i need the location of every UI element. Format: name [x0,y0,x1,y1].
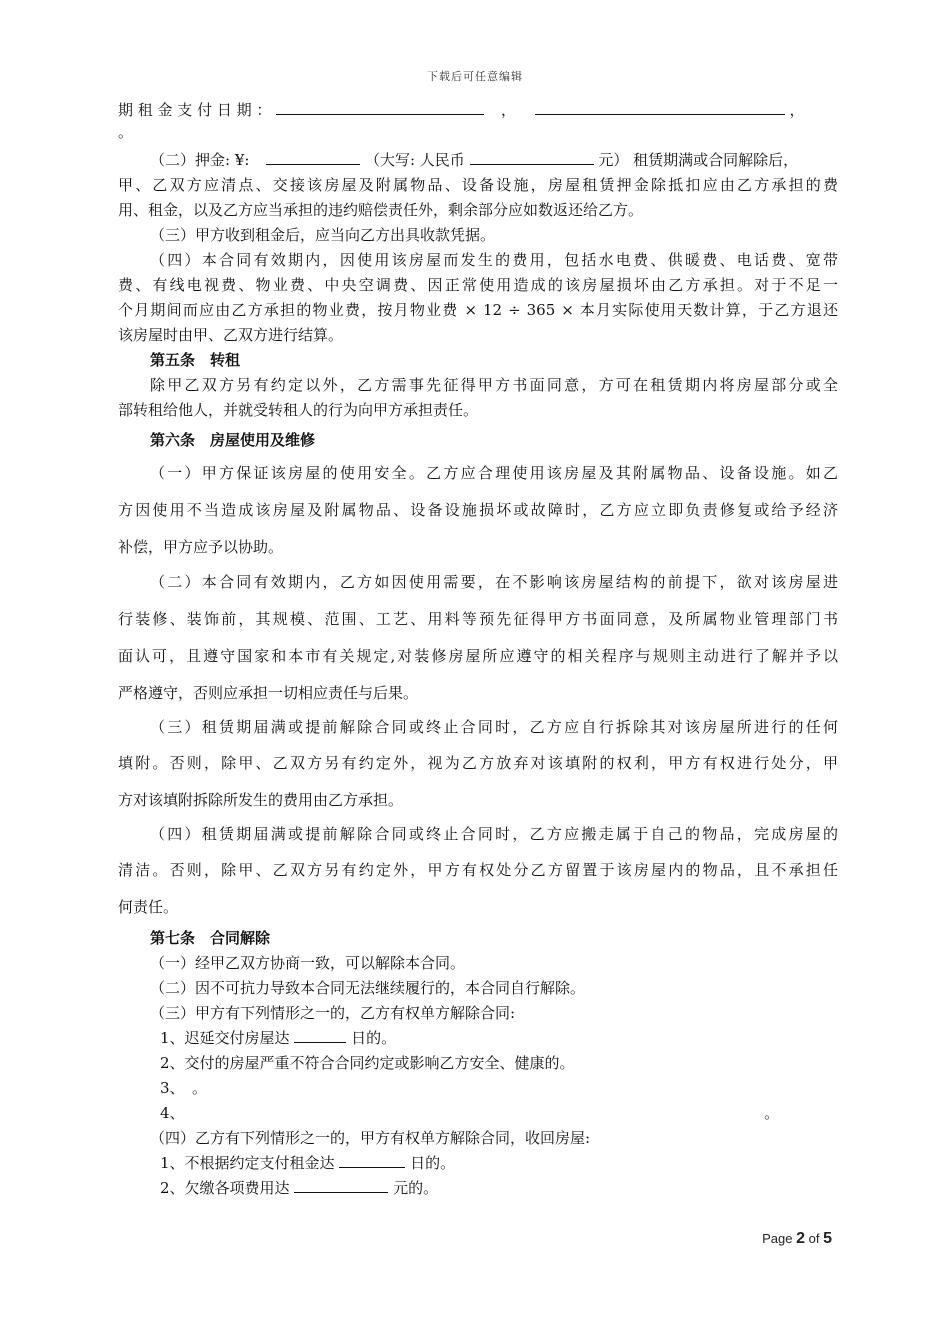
paragraph-line: 填附。否则，除甲、乙双方另有约定外，视为乙方放弃对该填附的权利，甲方有权进行处分，甲 [118,754,838,772]
list-item-label: 4、 [160,1104,185,1122]
paragraph-line: 除甲乙双方另有约定以外，乙方需事先征得甲方书面同意，方可在租赁期内将房屋部分或全 [150,376,838,394]
list-item-tail: 元的。 [393,1179,439,1197]
paragraph-line: 何责任。 [118,898,179,916]
paragraph-line: （四）本合同有效期内，因使用该房屋而发生的费用，包括水电费、供暖费、电话费、宽带 [150,251,838,269]
paragraph-line: 严格遵守，否则应承担一切相应责任与后果。 [118,684,419,702]
rent-payment-date-line [118,100,838,120]
list-item-tail: 。 [764,1104,780,1122]
deposit-line [150,150,870,170]
blank-field [535,100,785,115]
page-word: Page [762,1231,793,1246]
paragraph-line: （四）乙方有下列情形之一的，甲方有权单方解除合同，收回房屋: [150,1129,591,1147]
rent-payment-label: 期 租 金 支 付 日 期 ： [118,101,272,119]
page-number [762,1230,832,1248]
list-item-label: 1、不根据约定支付租金达 [160,1154,335,1172]
paragraph-line: 个月期间而应由乙方承担的物业费，按月物业费 × 12 ÷ 365 × 本月实际使用天数计算，于乙方退还 [118,301,838,319]
total-pages: 5 [823,1230,832,1247]
comma: ， [789,101,805,119]
deposit-label: （二）押金: ¥: [150,151,250,169]
comma: ， [500,101,516,119]
list-item [160,1178,880,1198]
paragraph-line: （二）本合同有效期内，乙方如因使用需要，在不影响该房屋结构的前提下，欲对该房屋进 [150,573,838,591]
article-6-heading: 第六条 房屋使用及维修 [150,431,316,449]
blank-field [294,1178,388,1193]
list-item: 2、交付的房屋严重不符合合同约定或影响乙方安全、健康的。 [160,1054,575,1072]
paragraph-line: 。 [118,123,134,141]
paragraph-line: 该房屋时由甲、乙双方进行结算。 [118,326,344,344]
header-note: 下载后可任意编辑 [427,70,523,83]
paragraph-line: （一）经甲乙双方协商一致，可以解除本合同。 [150,954,466,972]
paragraph-line: 方对该填附拆除所发生的费用由乙方承担。 [118,791,404,809]
paragraph-line: 甲、乙双方应清点、交接该房屋及附属物品、设备设施，房屋租赁押金除抵扣应由乙方承担的费 [118,176,838,194]
paragraph-line: 清洁。否则，除甲、乙双方另有约定外，甲方有权处分乙方留置于该房屋内的物品，且不承担任 [118,861,838,879]
paragraph-line: （三）租赁期届满或提前解除合同或终止合同时，乙方应自行拆除其对该房屋所进行的任何 [150,718,838,736]
blank-field [266,150,360,165]
paragraph-line: 用、租金，以及乙方应当承担的违约赔偿责任外，剩余部分应如数返还给乙方。 [118,201,644,219]
paragraph-line: （一）甲方保证该房屋的使用安全。乙方应合理使用该房屋及其附属物品、设备设施。如乙 [150,464,838,482]
list-item-label: 2、欠缴各项费用达 [160,1179,290,1197]
article-7-heading: 第七条 合同解除 [150,929,271,947]
list-item [160,1028,880,1048]
paragraph-line: 面认可，且遵守国家和本市有关规定,对装修房屋所应遵守的相关程序与规则主动进行了解并予以 [118,647,838,665]
blank-field [294,1028,346,1043]
paragraph-line: （二）因不可抗力导致本合同无法继续履行的，本合同自行解除。 [150,979,586,997]
deposit-tail: 元） 租赁期满或合同解除后， [598,151,799,169]
paragraph-line: 补偿，甲方应予以协助。 [118,538,284,556]
paragraph-line: 方因使用不当造成该房屋及附属物品、设备设施损坏或故障时，乙方应立即负责修复或给予经济 [118,501,838,519]
current-page: 2 [796,1230,805,1247]
paragraph-line: 部转租给他人，并就受转租人的行为向甲方承担责任。 [118,401,479,419]
blank-field [339,1153,405,1168]
article-5-heading: 第五条 转租 [150,351,241,369]
paragraph-line: （三）甲方有下列情形之一的，乙方有权单方解除合同: [150,1004,516,1022]
paragraph-line: （四）租赁期届满或提前解除合同或终止合同时，乙方应搬走属于自己的物品，完成房屋的 [150,825,838,843]
list-item-tail: 日的。 [351,1029,397,1047]
paragraph-line: （三）甲方收到租金后，应当向乙方出具收款凭据。 [150,226,496,244]
paragraph-line: 费、有线电视费、物业费、中央空调费、因正常使用造成的该房屋损坏由乙方承担。对于不足一 [118,276,838,294]
list-item [160,1153,880,1173]
deposit-uppercase-label: （大写: 人民币 [364,151,465,169]
blank-field [470,150,594,165]
list-item-label: 1、迟延交付房屋达 [160,1029,290,1047]
blank-field [276,100,484,115]
list-item: 3、 。 [160,1079,208,1097]
paragraph-line: 行装修、装饰前，其规模、范围、工艺、用料等预先征得甲方书面同意，及所属物业管理部门书 [118,610,838,628]
list-item [160,1103,880,1123]
of-word: of [808,1231,820,1246]
list-item-tail: 日的。 [410,1154,456,1172]
